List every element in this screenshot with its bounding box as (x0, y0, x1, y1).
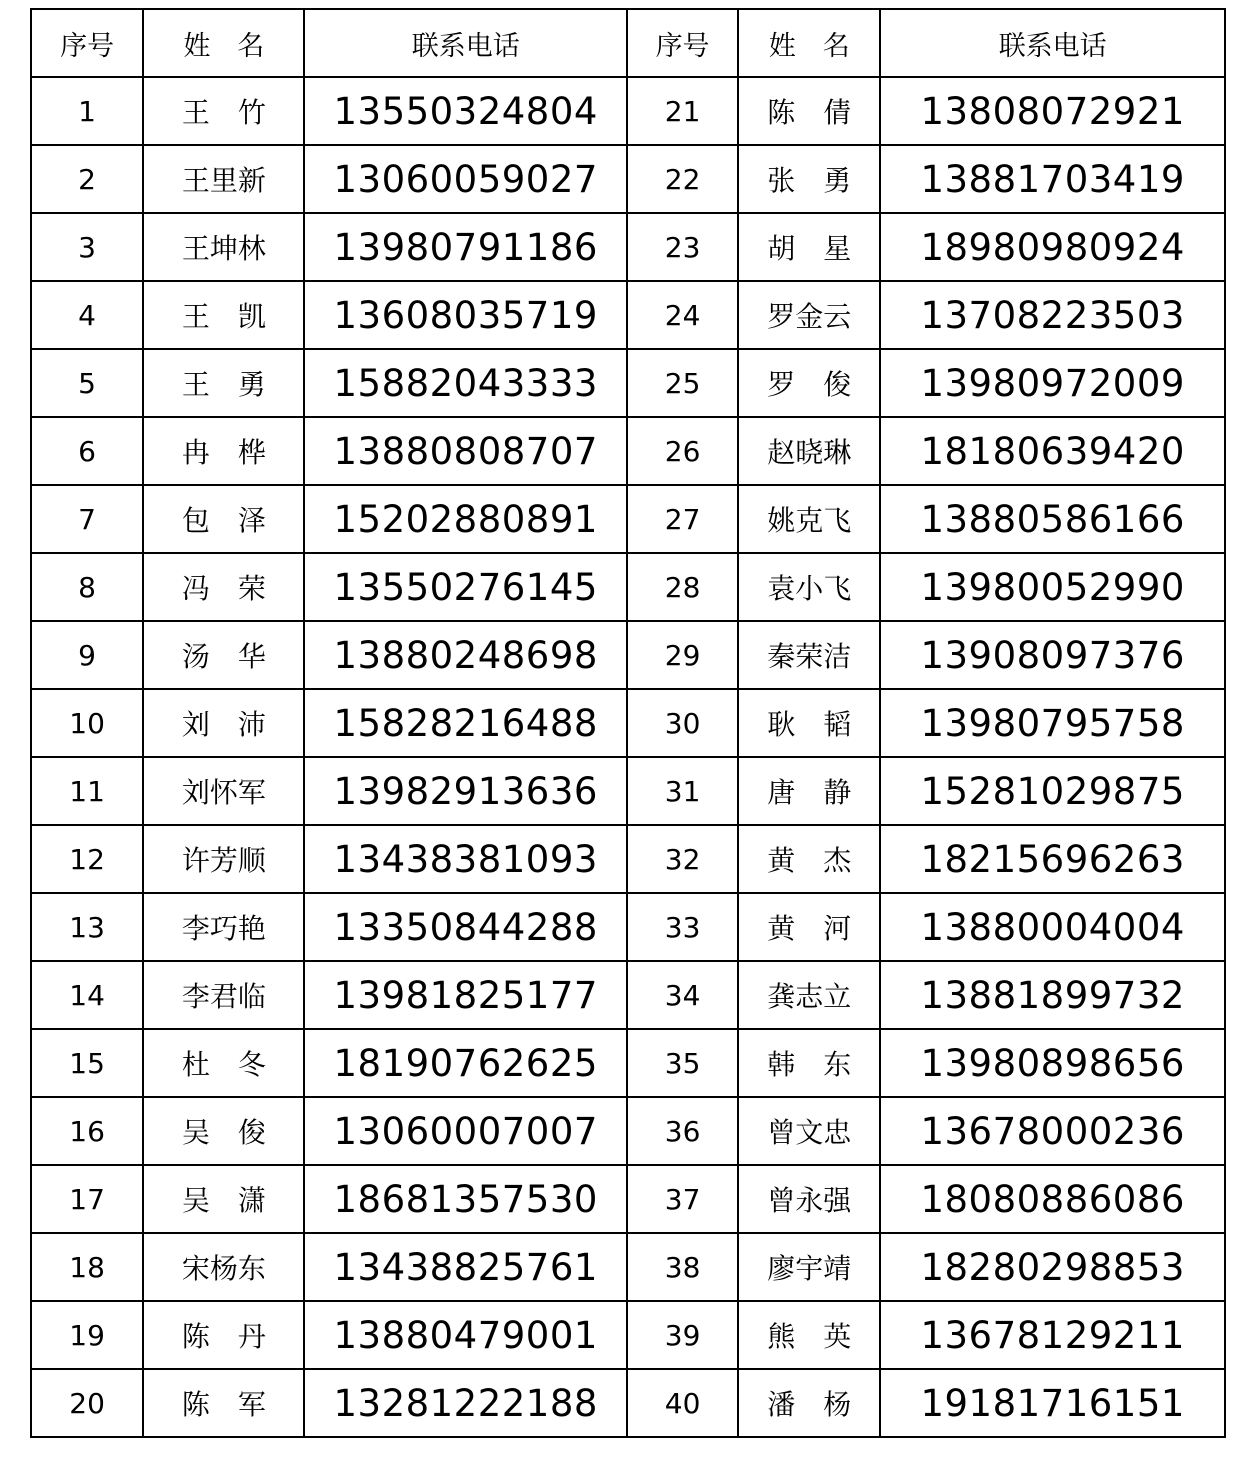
row-phone-cell: 13880004004 (880, 893, 1225, 961)
row-name-cell: 罗金云 (738, 281, 880, 349)
row-phone-cell: 13908097376 (880, 621, 1225, 689)
row-name-cell: 陈 军 (143, 1369, 304, 1437)
row-phone-cell: 13880479001 (304, 1301, 627, 1369)
row-phone-cell: 15281029875 (880, 757, 1225, 825)
row-name-cell: 曾文忠 (738, 1097, 880, 1165)
table-row (31, 1233, 1225, 1301)
row-phone-cell: 13678129211 (880, 1301, 1225, 1369)
row-name-cell: 秦荣洁 (738, 621, 880, 689)
row-phone-cell: 19181716151 (880, 1369, 1225, 1437)
row-name-cell: 熊 英 (738, 1301, 880, 1369)
row-phone-cell: 13060059027 (304, 145, 627, 213)
row-phone-cell: 13880248698 (304, 621, 627, 689)
row-name-cell: 王 凯 (143, 281, 304, 349)
row-phone-cell: 13881703419 (880, 145, 1225, 213)
row-phone-cell: 15202880891 (304, 485, 627, 553)
row-index-cell: 26 (627, 417, 738, 485)
row-index-cell: 34 (627, 961, 738, 1029)
row-name-cell: 杜 冬 (143, 1029, 304, 1097)
row-index-cell: 15 (31, 1029, 143, 1097)
header-phone: 联系电话 (880, 9, 1225, 77)
row-name-cell: 冯 荣 (143, 553, 304, 621)
table-row (31, 961, 1225, 1029)
row-name-cell: 王 勇 (143, 349, 304, 417)
row-phone-cell: 13060007007 (304, 1097, 627, 1165)
row-name-cell: 胡 星 (738, 213, 880, 281)
row-phone-cell: 18080886086 (880, 1165, 1225, 1233)
table-row (31, 349, 1225, 417)
table-row (31, 213, 1225, 281)
row-index-cell: 35 (627, 1029, 738, 1097)
row-phone-cell: 13438825761 (304, 1233, 627, 1301)
row-index-cell: 21 (627, 77, 738, 145)
row-index-cell: 32 (627, 825, 738, 893)
row-index-cell: 25 (627, 349, 738, 417)
row-index-cell: 3 (31, 213, 143, 281)
table-row (31, 485, 1225, 553)
row-name-cell: 王坤林 (143, 213, 304, 281)
row-name-cell: 吴 潇 (143, 1165, 304, 1233)
row-index-cell: 17 (31, 1165, 143, 1233)
table-body (31, 77, 1225, 1437)
row-phone-cell: 15828216488 (304, 689, 627, 757)
row-phone-cell: 13980052990 (880, 553, 1225, 621)
row-index-cell: 7 (31, 485, 143, 553)
row-name-cell: 李巧艳 (143, 893, 304, 961)
row-index-cell: 13 (31, 893, 143, 961)
row-index-cell: 31 (627, 757, 738, 825)
table-row (31, 1029, 1225, 1097)
row-name-cell: 廖宇靖 (738, 1233, 880, 1301)
row-index-cell: 24 (627, 281, 738, 349)
row-index-cell: 40 (627, 1369, 738, 1437)
row-name-cell: 李君临 (143, 961, 304, 1029)
row-name-cell: 黄 杰 (738, 825, 880, 893)
row-phone-cell: 13880808707 (304, 417, 627, 485)
row-index-cell: 29 (627, 621, 738, 689)
table-row (31, 145, 1225, 213)
contact-table (30, 8, 1226, 1438)
row-phone-cell: 13808072921 (880, 77, 1225, 145)
row-index-cell: 20 (31, 1369, 143, 1437)
row-index-cell: 6 (31, 417, 143, 485)
table-row (31, 281, 1225, 349)
row-name-cell: 陈 丹 (143, 1301, 304, 1369)
header-name: 姓 名 (738, 9, 880, 77)
row-phone-cell: 13980972009 (880, 349, 1225, 417)
row-index-cell: 36 (627, 1097, 738, 1165)
row-name-cell: 潘 杨 (738, 1369, 880, 1437)
row-index-cell: 10 (31, 689, 143, 757)
row-index-cell: 27 (627, 485, 738, 553)
row-phone-cell: 18215696263 (880, 825, 1225, 893)
header-index: 序号 (31, 9, 143, 77)
row-name-cell: 冉 桦 (143, 417, 304, 485)
row-phone-cell: 13982913636 (304, 757, 627, 825)
row-index-cell: 16 (31, 1097, 143, 1165)
table-row (31, 689, 1225, 757)
row-name-cell: 刘怀军 (143, 757, 304, 825)
row-phone-cell: 13550324804 (304, 77, 627, 145)
row-name-cell: 刘 沛 (143, 689, 304, 757)
row-name-cell: 汤 华 (143, 621, 304, 689)
row-phone-cell: 13438381093 (304, 825, 627, 893)
row-phone-cell: 13881899732 (880, 961, 1225, 1029)
row-name-cell: 许芳顺 (143, 825, 304, 893)
row-phone-cell: 15882043333 (304, 349, 627, 417)
row-name-cell: 罗 俊 (738, 349, 880, 417)
row-name-cell: 吴 俊 (143, 1097, 304, 1165)
row-index-cell: 19 (31, 1301, 143, 1369)
row-phone-cell: 13708223503 (880, 281, 1225, 349)
table-header (31, 9, 1225, 77)
row-phone-cell: 13281222188 (304, 1369, 627, 1437)
row-index-cell: 28 (627, 553, 738, 621)
table-row (31, 621, 1225, 689)
row-index-cell: 39 (627, 1301, 738, 1369)
row-phone-cell: 13980898656 (880, 1029, 1225, 1097)
row-index-cell: 2 (31, 145, 143, 213)
row-name-cell: 王里新 (143, 145, 304, 213)
row-index-cell: 11 (31, 757, 143, 825)
row-index-cell: 4 (31, 281, 143, 349)
row-index-cell: 38 (627, 1233, 738, 1301)
row-name-cell: 曾永强 (738, 1165, 880, 1233)
header-phone: 联系电话 (304, 9, 627, 77)
row-index-cell: 23 (627, 213, 738, 281)
row-phone-cell: 18180639420 (880, 417, 1225, 485)
table-row (31, 77, 1225, 145)
row-name-cell: 黄 河 (738, 893, 880, 961)
row-phone-cell: 13608035719 (304, 281, 627, 349)
header-row (31, 9, 1225, 77)
table-row (31, 825, 1225, 893)
row-phone-cell: 13550276145 (304, 553, 627, 621)
row-name-cell: 宋杨东 (143, 1233, 304, 1301)
row-phone-cell: 13981825177 (304, 961, 627, 1029)
row-index-cell: 22 (627, 145, 738, 213)
row-phone-cell: 13980795758 (880, 689, 1225, 757)
row-name-cell: 包 泽 (143, 485, 304, 553)
header-name: 姓 名 (143, 9, 304, 77)
row-name-cell: 耿 韬 (738, 689, 880, 757)
row-phone-cell: 13678000236 (880, 1097, 1225, 1165)
row-name-cell: 龚志立 (738, 961, 880, 1029)
row-index-cell: 8 (31, 553, 143, 621)
table-row (31, 1097, 1225, 1165)
table-row (31, 1165, 1225, 1233)
table-row (31, 1301, 1225, 1369)
row-index-cell: 1 (31, 77, 143, 145)
table-row (31, 757, 1225, 825)
row-name-cell: 张 勇 (738, 145, 880, 213)
row-index-cell: 5 (31, 349, 143, 417)
row-name-cell: 唐 静 (738, 757, 880, 825)
table-row (31, 1369, 1225, 1437)
row-index-cell: 37 (627, 1165, 738, 1233)
row-index-cell: 33 (627, 893, 738, 961)
row-name-cell: 陈 倩 (738, 77, 880, 145)
row-name-cell: 袁小飞 (738, 553, 880, 621)
row-phone-cell: 13880586166 (880, 485, 1225, 553)
row-index-cell: 30 (627, 689, 738, 757)
row-phone-cell: 18980980924 (880, 213, 1225, 281)
row-index-cell: 9 (31, 621, 143, 689)
row-phone-cell: 13350844288 (304, 893, 627, 961)
table-row (31, 893, 1225, 961)
row-index-cell: 18 (31, 1233, 143, 1301)
row-index-cell: 14 (31, 961, 143, 1029)
row-phone-cell: 18681357530 (304, 1165, 627, 1233)
table-row (31, 553, 1225, 621)
row-name-cell: 王 竹 (143, 77, 304, 145)
row-name-cell: 赵晓琳 (738, 417, 880, 485)
row-name-cell: 韩 东 (738, 1029, 880, 1097)
row-name-cell: 姚克飞 (738, 485, 880, 553)
row-phone-cell: 18280298853 (880, 1233, 1225, 1301)
row-phone-cell: 13980791186 (304, 213, 627, 281)
table-row (31, 417, 1225, 485)
row-index-cell: 12 (31, 825, 143, 893)
row-phone-cell: 18190762625 (304, 1029, 627, 1097)
header-index: 序号 (627, 9, 738, 77)
